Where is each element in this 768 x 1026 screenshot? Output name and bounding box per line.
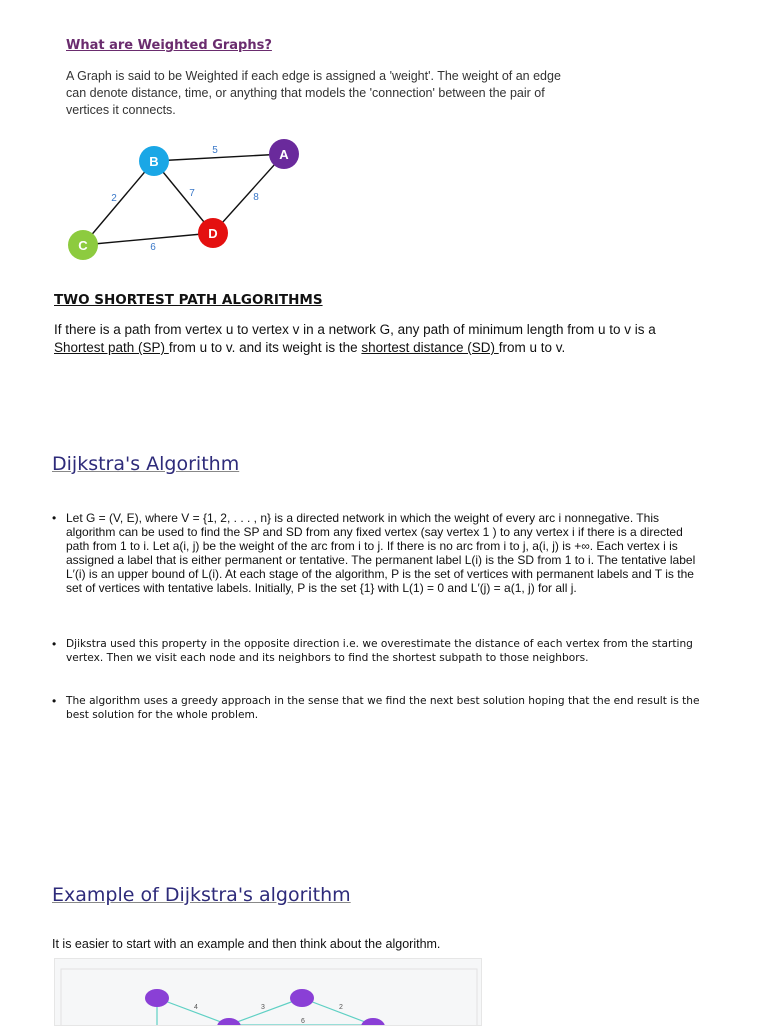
bullet-marker: • [52,511,57,525]
bullet-text: Djikstra used this property in the opposite direction i.e. we overestimate the distance of each vertex from the starting vertex. Then we visit each node and its neighbors to find the shortest subpath to those neighbors. [66,638,693,664]
sp-term: Shortest path (SP) [54,340,169,355]
example-intro-line: It is easier to start with an example and then think about the algorithm. [52,937,441,951]
example-weight-2: 3 [261,1004,265,1011]
example-node [145,989,169,1007]
example-weight-3: 2 [339,1004,343,1011]
edge-a-d [213,154,284,233]
edge-weight-b-d: 7 [189,188,195,199]
bullet-marker: • [52,694,57,708]
node-label-d: D [208,226,218,241]
edge-b-a [154,154,284,161]
example-weight-1: 4 [194,1004,198,1011]
example-weight-4: 6 [301,1018,305,1025]
shortest-path-paragraph [54,321,714,357]
edge-c-d [83,233,213,245]
edge-weight-c-d: 6 [150,242,156,253]
node-label-a: A [279,147,289,162]
example-graph-image [54,958,482,1026]
edge-b-c [83,161,154,245]
example-heading: Example of Dijkstra's algorithm [52,884,351,906]
bullet-marker: • [52,637,57,651]
sd-term: shortest distance (SD) [361,340,499,355]
bullet-text: Let G = (V, E), where V = {1, 2, . . . , n} is a directed network in which the weight of every arc i nonnegative. This algorithm can be used to find the SP and SD from any fixed vertex (say vertex 1 ) to any vertex i if there is a directed path from 1 to i. Let a(i, j) be the weight of the arc from i to j. If there is no arc from i to j, a(i, j) is +∞. Each vertex i is assigned a label that is either permanent or tentative. The permanent label L(i) is the SD from 1 to i. The tentative label L′(i) is an upper bound of L(i). At each stage of the algorithm, P is the set of vertices with permanent labels and T is the set of vertices with tentative labels. Initially, P is the set {1} with L(1) = 0 and L′(j) = a(1, j) for all j. [66,511,696,595]
two-algorithms-heading: TWO SHORTEST PATH ALGORITHMS [54,292,323,308]
node-label-b: B [149,154,159,169]
edge-weight-b-a: 5 [212,145,218,156]
weighted-graph-diagram [60,130,320,270]
sp-text-mid: from u to v. and its weight is the [168,340,362,355]
edge-weight-b-c: 2 [111,193,117,204]
dijkstra-heading: Dijkstra's Algorithm [52,453,240,475]
edge-weight-a-d: 8 [253,192,259,203]
weighted-graphs-intro: A Graph is said to be Weighted if each edge is assigned a 'weight'. The weight of an edge can denote distance, time, or anything that models the 'connection' between the pair of vertices it connects. [66,69,561,117]
node-label-c: C [78,238,88,253]
weighted-graphs-heading: What are Weighted Graphs? [66,38,272,53]
sp-text-end: from u to v. [498,340,566,355]
sp-text-start: If there is a path from vertex u to vertex v in a network G, any path of minimum length from u to v is a [54,322,656,337]
example-graph-diagram [55,959,481,1025]
bullet-text: The algorithm uses a greedy approach in the sense that we find the next best solution hoping that the end result is the best solution for the whole problem. [66,695,700,721]
example-node [290,989,314,1007]
